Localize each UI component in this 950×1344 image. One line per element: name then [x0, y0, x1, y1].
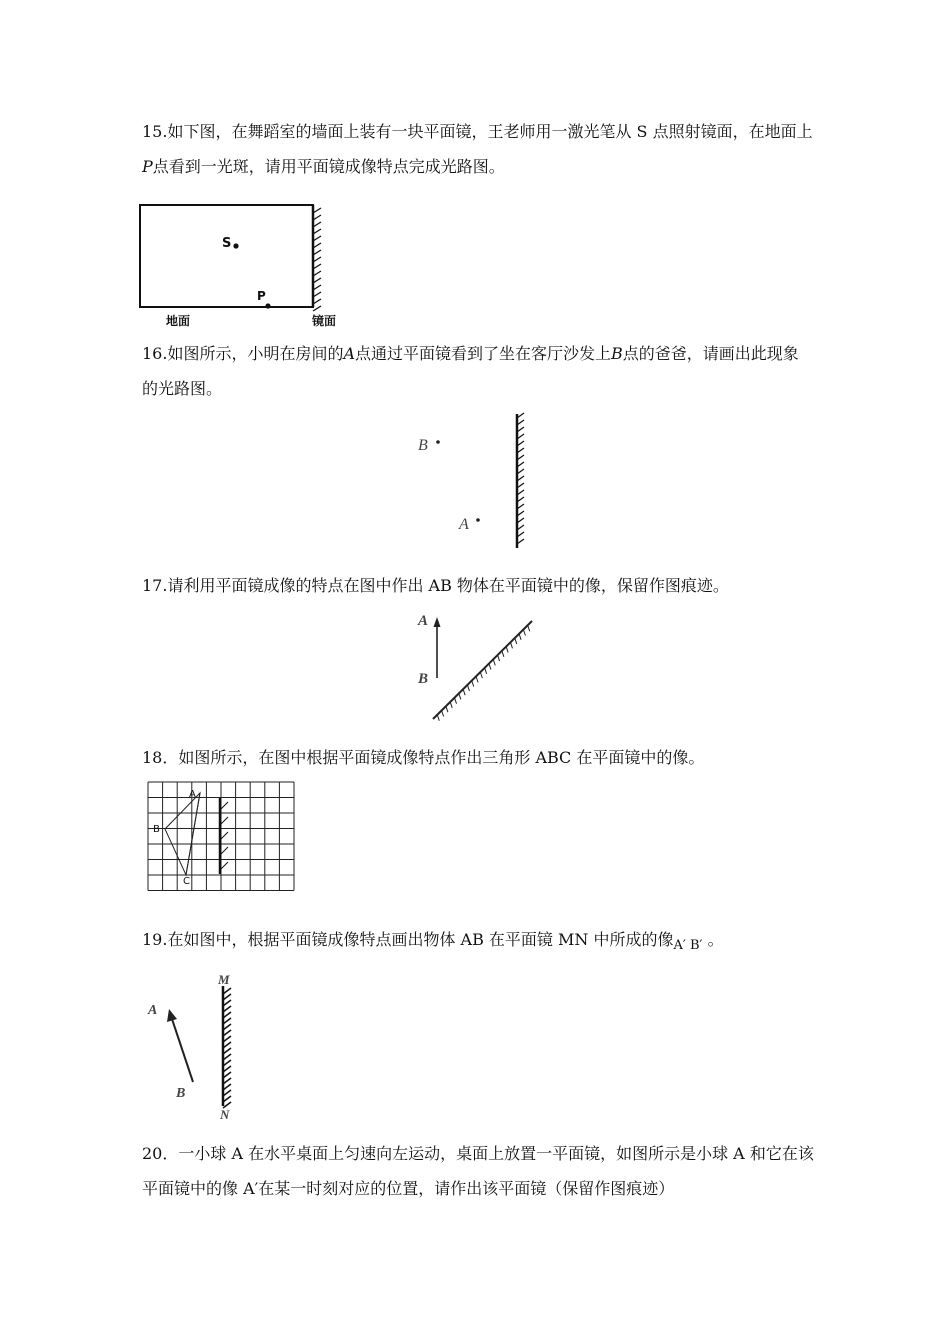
label-b: B: [176, 1086, 186, 1101]
image-label: A′ B′: [673, 938, 703, 953]
dance-room-outline: [140, 205, 313, 307]
label-b: B: [418, 437, 428, 454]
question-17-text: 17.请利用平面镜成像的特点在图中作出 AB 物体在平面镜中的像，保留作图痕迹。: [142, 576, 729, 595]
hatch-line: [523, 630, 525, 636]
hatch-line: [519, 634, 521, 640]
mirror-hatching: [437, 625, 529, 720]
mirror-hatching: [223, 988, 231, 1108]
arrow-head: [167, 1009, 177, 1022]
question-20-text: 20．一小球 A 在水平桌面上匀速向左运动，桌面上放置一平面镜，如图所示是小球 A 和它在该平面镜中的像 A′在某一时刻对应的位置，请作出该平面镜（保留作图痕迹）: [142, 1144, 814, 1198]
hatch-line: [437, 715, 439, 721]
question-15-text: 15.如下图，在舞蹈室的墙面上装有一块平面镜，王老师用一激光笔从 S 点照射镜面，在地面上 P点看到一光斑，请用平面镜成像特点完成光路图。: [142, 122, 813, 176]
question-16-text: 16.如图所示，小明在房间的A点通过平面镜看到了坐在客厅沙发上B点的爸爸，请画出此现象的光路图。: [142, 344, 799, 398]
hatch-line: [463, 689, 465, 695]
label-a: A: [148, 1003, 158, 1018]
hatch-line: [510, 642, 512, 648]
question-19-text: 19.在如图中，根据平面镜成像特点画出物体 AB 在平面镜 MN 中所成的像$_{A' B'}$ 。: [142, 930, 724, 953]
arrow-head: [434, 617, 441, 627]
hatch-line: [502, 651, 504, 657]
object-ab: [172, 1019, 193, 1082]
hatch-line: [459, 693, 461, 699]
hatch-line: [472, 681, 474, 687]
label-a: A: [459, 516, 469, 533]
figure-18: [146, 780, 296, 894]
hatch-line: [493, 659, 495, 665]
hatch-line: [515, 638, 517, 644]
hatch-line: [506, 647, 508, 653]
point-p: [265, 303, 270, 308]
label-a: A: [418, 613, 429, 629]
hatch-line: [489, 664, 491, 670]
hatch-line: [446, 706, 448, 712]
hatch-line: [450, 702, 452, 708]
hatch-line: [467, 685, 469, 691]
label-m: M: [218, 972, 230, 987]
figure-17: [410, 606, 540, 726]
figure-15: [136, 200, 346, 332]
hatch-line: [498, 655, 500, 661]
label-n: N: [220, 1107, 230, 1122]
label-a: A: [189, 789, 196, 800]
label-mirror: 镜面: [312, 314, 337, 328]
label-s: S: [222, 236, 232, 251]
hatch-line: [528, 625, 530, 631]
hatch-line: [442, 710, 444, 716]
point-b: [436, 440, 440, 444]
point-s: [233, 243, 238, 248]
hatch-line: [455, 698, 457, 704]
hatch-line: [476, 676, 478, 682]
point-a: [476, 518, 480, 522]
hatch-line: [480, 672, 482, 678]
question-18-text: 18．如图所示，在图中根据平面镜成像特点作出三角形 ABC 在平面镜中的像。: [142, 748, 705, 767]
label-p: P: [257, 289, 266, 303]
triangle-abc: [165, 793, 200, 875]
figure-16: [410, 408, 540, 553]
hatch-line: [485, 668, 487, 674]
figure-19: [138, 970, 248, 1122]
label-c: C: [183, 876, 190, 887]
mirror-line: [433, 621, 532, 719]
label-floor: 地面: [166, 314, 191, 328]
label-b: B: [418, 671, 429, 687]
label-b: B: [153, 824, 160, 835]
